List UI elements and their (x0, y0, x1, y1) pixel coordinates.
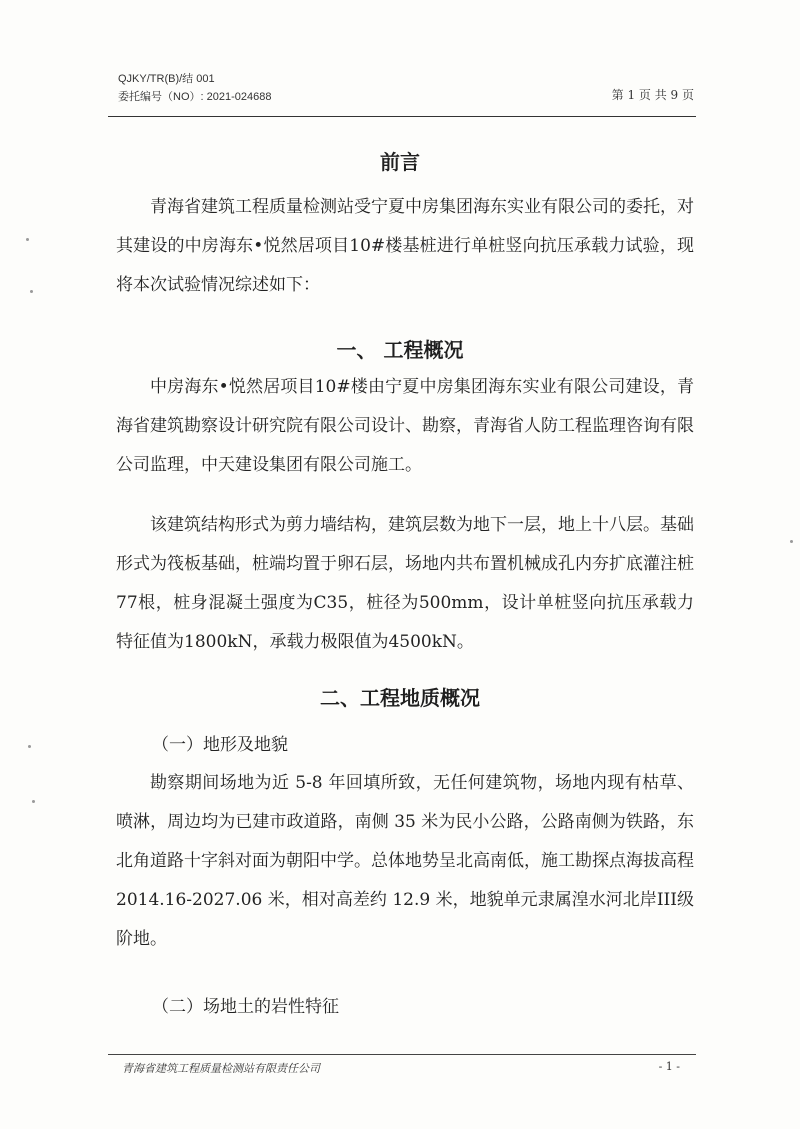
section-1-title: 一、 工程概况 (336, 338, 464, 362)
section-2-paragraph-1: 勘察期间场地为近 5-8 年回填所致，无任何建筑物，场地内现有枯草、喷淋，周边均为已建市政道路，南侧 35 米为民小公路，公路南侧为铁路，东北角道路十字斜对面为朝阳中学。总体地势呈北高南低，施工勘探点海拔高程 2014.16-2027.06 米，相对高差约 12.9 米，地貌单元隶属湟水河北岸III级阶地。 (116, 773, 694, 949)
scan-speck (790, 540, 793, 543)
scan-speck (30, 290, 33, 293)
header-divider (108, 116, 696, 117)
subsection-soil-title: （二）场地土的岩性特征 (152, 997, 339, 1017)
preface-paragraph: 青海省建筑工程质量检测站受宁夏中房集团海东实业有限公司的委托，对其建设的中房海东•悦然居项目10#楼基桩进行单桩竖向抗压承载力试验，现将本次试验情况综述如下： (116, 197, 694, 295)
subsection-terrain-title: （一）地形及地貌 (152, 735, 288, 755)
header-left (118, 70, 271, 106)
page-info: 第 1 页 共 9 页 (611, 88, 694, 102)
commission-number: 委托编号（NO）: 2021-024688 (118, 91, 272, 103)
scan-speck (26, 238, 29, 241)
doc-code: QJKY/TR(B)/结 001 (118, 73, 215, 85)
scan-speck (32, 800, 35, 803)
section-1-paragraph-1: 中房海东•悦然居项目10#楼由宁夏中房集团海东实业有限公司建设，青海省建筑勘察设计研究院有限公司设计、勘察，青海省人防工程监理咨询有限公司监理，中天建设集团有限公司施工。 (116, 377, 694, 475)
section-1-paragraph-2: 该建筑结构形式为剪力墙结构，建筑层数为地下一层，地上十八层。基础形式为筏板基础，桩端均置于卵石层，场地内共布置机械成孔内夯扩底灌注桩77根，桩身混凝土强度为C35，桩径为500mm，设计单桩竖向抗压承载力特征值为1800kN，承载力极限值为4500kN。 (116, 515, 694, 652)
page-title: 前言 (380, 150, 420, 174)
section-2-title: 二、工程地质概况 (320, 686, 480, 710)
footer-page-number: - 1 - (658, 1060, 680, 1073)
footer-divider (108, 1054, 696, 1055)
scan-speck (28, 745, 31, 748)
footer-organization: 青海省建筑工程质量检测站有限责任公司 (122, 1062, 320, 1075)
